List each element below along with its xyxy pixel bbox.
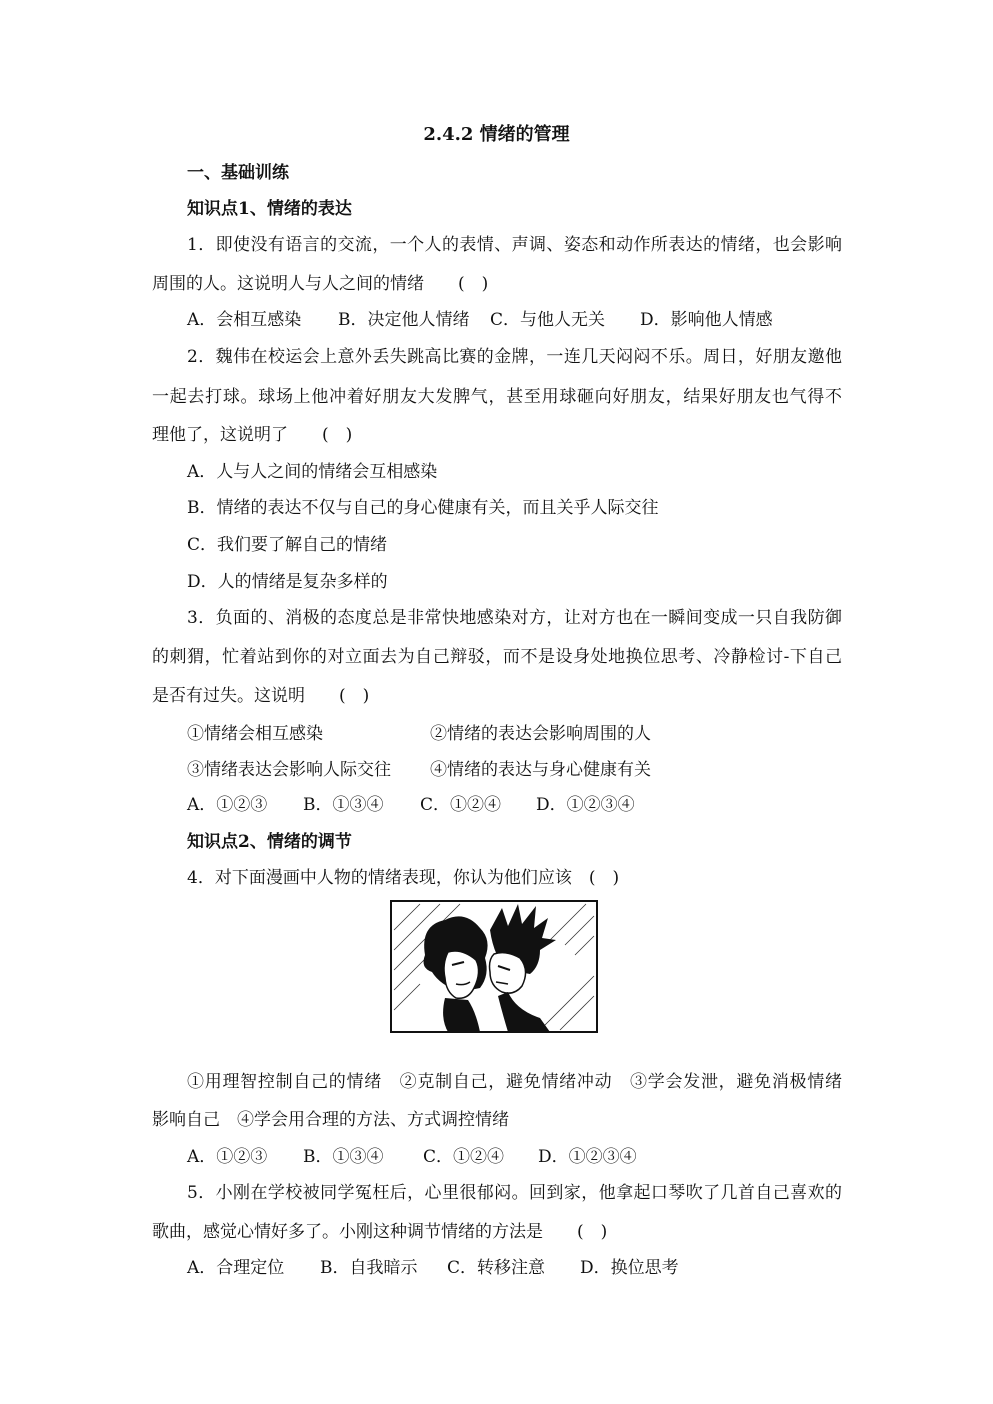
q2-option-d: D．人的情绪是复杂多样的 [187, 572, 388, 592]
knowledge-point-heading-1: 知识点1、情绪的表达 [187, 199, 352, 219]
q2-stem-line2: 一起去打球。球场上他冲着好朋友大发脾气，甚至用球砸向好朋友，结果好朋友也气得不 [152, 387, 842, 407]
q2-option-a: A．人与人之间的情绪会互相感染 [187, 462, 438, 482]
q3-option-c: C．①②④ [420, 795, 502, 815]
q2-option-c: C．我们要了解自己的情绪 [187, 535, 388, 555]
q5-stem-line1: 5．小刚在学校被同学冤枉后，心里很郁闷。回到家，他拿起口琴吹了几首自己喜欢的 [187, 1183, 842, 1203]
q3-statement-1: ①情绪会相互感染 [187, 724, 323, 744]
q3-option-d: D．①②③④ [536, 795, 635, 815]
q1-option-b: B．决定他人情绪 [338, 310, 470, 330]
q2-stem-line1: 2．魏伟在校运会上意外丢失跳高比赛的金牌，一连几天闷闷不乐。周日，好朋友邀他 [187, 347, 842, 367]
q2-option-b: B．情绪的表达不仅与自己的身心健康有关，而且关乎人际交往 [187, 498, 659, 518]
q4-statements-line2: 影响自己 ④学会用合理的方法、方式调控情绪 [152, 1110, 509, 1130]
q3-statement-4: ④情绪的表达与身心健康有关 [430, 760, 651, 780]
q1-stem-line1: 1．即使没有语言的交流，一个人的表情、声调、姿态和动作所表达的情绪，也会影响 [187, 235, 842, 255]
q2-stem-line3: 理他了，这说明了 ( ) [152, 425, 353, 445]
q4-option-d: D．①②③④ [538, 1147, 637, 1167]
cartoon-image [390, 900, 598, 1033]
q3-option-a: A．①②③ [187, 795, 268, 815]
q4-stem-line1: 4．对下面漫画中人物的情绪表现，你认为他们应该 ( ) [187, 868, 620, 888]
q1-option-c: C．与他人无关 [490, 310, 606, 330]
q3-stem-line1: 3．负面的、消极的态度总是非常快地感染对方，让对方也在一瞬间变成一只自我防御 [187, 608, 842, 628]
q1-stem-line2: 周围的人。这说明人与人之间的情绪 ( ) [152, 274, 489, 294]
section-heading: 一、基础训练 [187, 163, 289, 183]
q4-option-c: C．①②④ [423, 1147, 505, 1167]
q5-option-a: A．合理定位 [187, 1258, 285, 1278]
q1-option-a: A．会相互感染 [187, 310, 302, 330]
q5-option-d: D．换位思考 [580, 1258, 679, 1278]
q4-option-a: A．①②③ [187, 1147, 268, 1167]
q3-stem-line2: 的刺猬，忙着站到你的对立面去为自己辩驳，而不是设身处地换位思考、冷静检讨-下自己 [152, 647, 842, 667]
q5-stem-line2: 歌曲，感觉心情好多了。小刚这种调节情绪的方法是 ( ) [152, 1222, 608, 1242]
q3-statement-2: ②情绪的表达会影响周围的人 [430, 724, 651, 744]
q5-option-c: C．转移注意 [447, 1258, 546, 1278]
page-title: 2.4.2 情绪的管理 [423, 124, 570, 145]
knowledge-point-heading-2: 知识点2、情绪的调节 [187, 832, 352, 852]
q1-option-d: D．影响他人情感 [640, 310, 773, 330]
q5-option-b: B．自我暗示 [320, 1258, 418, 1278]
q3-statement-3: ③情绪表达会影响人际交往 [187, 760, 391, 780]
q4-option-b: B．①③④ [303, 1147, 384, 1167]
q4-statements-line1: ①用理智控制自己的情绪 ②克制自己，避免情绪冲动 ③学会发泄，避免消极情绪 [187, 1072, 842, 1092]
q3-option-b: B．①③④ [303, 795, 384, 815]
q3-stem-line3: 是否有过失。这说明 ( ) [152, 686, 370, 706]
